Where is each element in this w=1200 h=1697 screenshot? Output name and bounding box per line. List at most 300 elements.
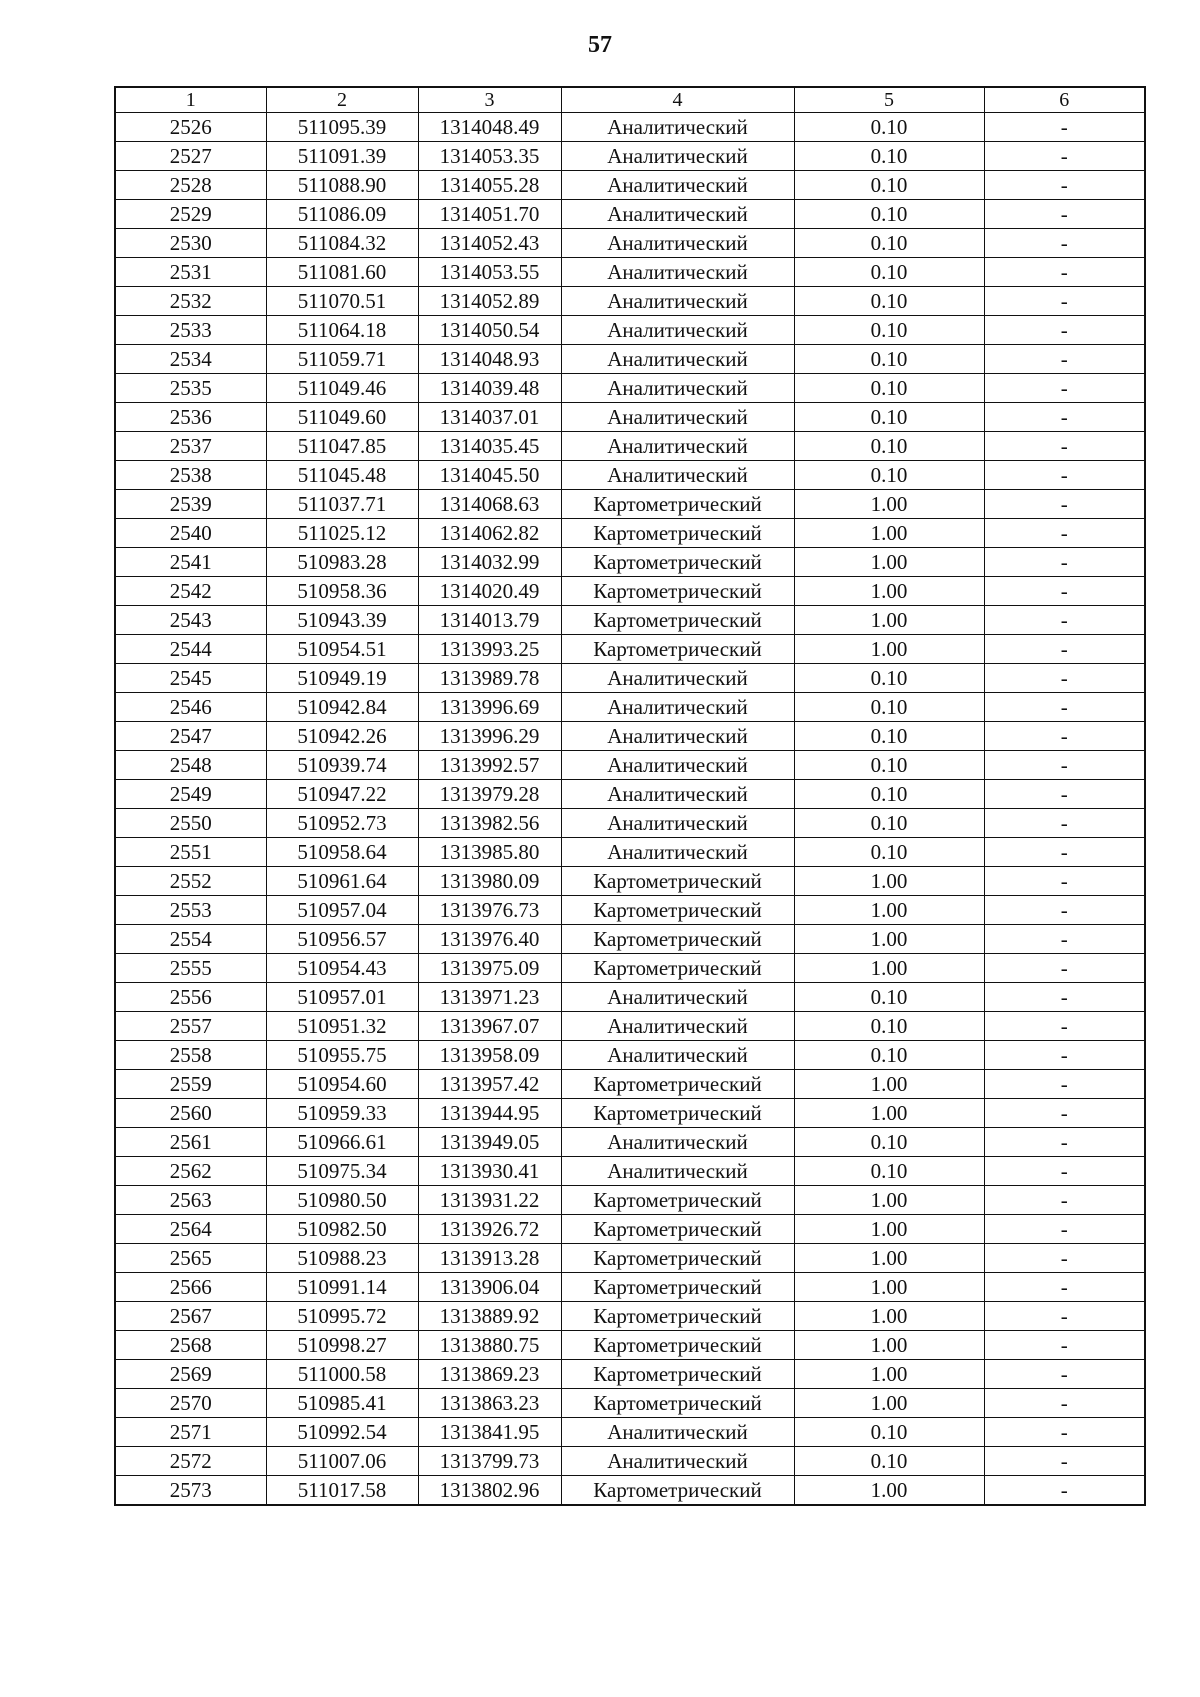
x-coordinate-cell: 510955.75 [266, 1041, 418, 1070]
method-cell: Картометрический [561, 1070, 794, 1099]
table-row [115, 954, 1145, 983]
table-row [115, 635, 1145, 664]
method-cell: Аналитический [561, 1418, 794, 1447]
point-number-cell: 2535 [115, 374, 266, 403]
y-coordinate-cell: 1313889.92 [418, 1302, 561, 1331]
point-number-cell: 2534 [115, 345, 266, 374]
x-coordinate-cell: 510985.41 [266, 1389, 418, 1418]
point-number-cell: 2549 [115, 780, 266, 809]
table-row [115, 1273, 1145, 1302]
x-coordinate-cell: 510959.33 [266, 1099, 418, 1128]
x-coordinate-cell: 510942.26 [266, 722, 418, 751]
accuracy-cell: 1.00 [794, 1273, 984, 1302]
point-number-cell: 2539 [115, 490, 266, 519]
x-coordinate-cell: 510982.50 [266, 1215, 418, 1244]
y-coordinate-cell: 1313906.04 [418, 1273, 561, 1302]
method-cell: Аналитический [561, 200, 794, 229]
y-coordinate-cell: 1314020.49 [418, 577, 561, 606]
y-coordinate-cell: 1313931.22 [418, 1186, 561, 1215]
point-number-cell: 2545 [115, 664, 266, 693]
table-row [115, 1244, 1145, 1273]
method-cell: Картометрический [561, 896, 794, 925]
method-cell: Аналитический [561, 258, 794, 287]
accuracy-cell: 0.10 [794, 693, 984, 722]
x-coordinate-cell: 511070.51 [266, 287, 418, 316]
accuracy-cell: 0.10 [794, 374, 984, 403]
method-cell: Картометрический [561, 490, 794, 519]
method-cell: Аналитический [561, 287, 794, 316]
accuracy-cell: 1.00 [794, 1331, 984, 1360]
description-cell: - [984, 316, 1145, 345]
point-number-cell: 2544 [115, 635, 266, 664]
accuracy-cell: 0.10 [794, 1041, 984, 1070]
table-row [115, 1070, 1145, 1099]
point-number-cell: 2540 [115, 519, 266, 548]
point-number-cell: 2568 [115, 1331, 266, 1360]
x-coordinate-cell: 510966.61 [266, 1128, 418, 1157]
point-number-cell: 2553 [115, 896, 266, 925]
table-row [115, 838, 1145, 867]
point-number-cell: 2566 [115, 1273, 266, 1302]
accuracy-cell: 1.00 [794, 577, 984, 606]
description-cell: - [984, 1360, 1145, 1389]
description-cell: - [984, 693, 1145, 722]
table-row [115, 1476, 1145, 1506]
column-header-4: 4 [561, 87, 794, 113]
description-cell: - [984, 635, 1145, 664]
method-cell: Аналитический [561, 461, 794, 490]
accuracy-cell: 1.00 [794, 1476, 984, 1506]
method-cell: Аналитический [561, 403, 794, 432]
accuracy-cell: 0.10 [794, 983, 984, 1012]
point-number-cell: 2541 [115, 548, 266, 577]
x-coordinate-cell: 511037.71 [266, 490, 418, 519]
x-coordinate-cell: 511025.12 [266, 519, 418, 548]
x-coordinate-cell: 511045.48 [266, 461, 418, 490]
y-coordinate-cell: 1313993.25 [418, 635, 561, 664]
accuracy-cell: 1.00 [794, 548, 984, 577]
description-cell: - [984, 142, 1145, 171]
x-coordinate-cell: 510980.50 [266, 1186, 418, 1215]
y-coordinate-cell: 1314048.93 [418, 345, 561, 374]
method-cell: Аналитический [561, 1041, 794, 1070]
description-cell: - [984, 809, 1145, 838]
method-cell: Картометрический [561, 519, 794, 548]
table-row [115, 258, 1145, 287]
table-row [115, 519, 1145, 548]
y-coordinate-cell: 1314032.99 [418, 548, 561, 577]
table-row [115, 1447, 1145, 1476]
accuracy-cell: 1.00 [794, 867, 984, 896]
point-number-cell: 2571 [115, 1418, 266, 1447]
accuracy-cell: 1.00 [794, 954, 984, 983]
description-cell: - [984, 1447, 1145, 1476]
y-coordinate-cell: 1314051.70 [418, 200, 561, 229]
description-cell: - [984, 1302, 1145, 1331]
y-coordinate-cell: 1314055.28 [418, 171, 561, 200]
description-cell: - [984, 229, 1145, 258]
method-cell: Картометрический [561, 1389, 794, 1418]
accuracy-cell: 1.00 [794, 606, 984, 635]
table-row [115, 1041, 1145, 1070]
column-header-3: 3 [418, 87, 561, 113]
method-cell: Картометрический [561, 1099, 794, 1128]
x-coordinate-cell: 510958.36 [266, 577, 418, 606]
point-number-cell: 2559 [115, 1070, 266, 1099]
point-number-cell: 2526 [115, 113, 266, 142]
y-coordinate-cell: 1314013.79 [418, 606, 561, 635]
y-coordinate-cell: 1313957.42 [418, 1070, 561, 1099]
x-coordinate-cell: 511086.09 [266, 200, 418, 229]
accuracy-cell: 0.10 [794, 1157, 984, 1186]
y-coordinate-cell: 1314048.49 [418, 113, 561, 142]
x-coordinate-cell: 510998.27 [266, 1331, 418, 1360]
y-coordinate-cell: 1314052.89 [418, 287, 561, 316]
x-coordinate-cell: 510954.60 [266, 1070, 418, 1099]
x-coordinate-cell: 510995.72 [266, 1302, 418, 1331]
y-coordinate-cell: 1313996.29 [418, 722, 561, 751]
description-cell: - [984, 1099, 1145, 1128]
method-cell: Аналитический [561, 751, 794, 780]
y-coordinate-cell: 1313799.73 [418, 1447, 561, 1476]
table-row [115, 287, 1145, 316]
y-coordinate-cell: 1314052.43 [418, 229, 561, 258]
description-cell: - [984, 1070, 1145, 1099]
y-coordinate-cell: 1314045.50 [418, 461, 561, 490]
method-cell: Картометрический [561, 1476, 794, 1506]
point-number-cell: 2551 [115, 838, 266, 867]
description-cell: - [984, 896, 1145, 925]
description-cell: - [984, 1157, 1145, 1186]
column-header-6: 6 [984, 87, 1145, 113]
column-header-2: 2 [266, 87, 418, 113]
y-coordinate-cell: 1313863.23 [418, 1389, 561, 1418]
table-row [115, 229, 1145, 258]
point-number-cell: 2527 [115, 142, 266, 171]
description-cell: - [984, 432, 1145, 461]
y-coordinate-cell: 1313926.72 [418, 1215, 561, 1244]
accuracy-cell: 0.10 [794, 1447, 984, 1476]
table-row [115, 780, 1145, 809]
method-cell: Аналитический [561, 664, 794, 693]
description-cell: - [984, 664, 1145, 693]
table-row [115, 751, 1145, 780]
accuracy-cell: 0.10 [794, 1128, 984, 1157]
description-cell: - [984, 867, 1145, 896]
y-coordinate-cell: 1313913.28 [418, 1244, 561, 1273]
method-cell: Аналитический [561, 838, 794, 867]
x-coordinate-cell: 511088.90 [266, 171, 418, 200]
table-row [115, 1128, 1145, 1157]
description-cell: - [984, 461, 1145, 490]
x-coordinate-cell: 510975.34 [266, 1157, 418, 1186]
accuracy-cell: 0.10 [794, 142, 984, 171]
y-coordinate-cell: 1313982.56 [418, 809, 561, 838]
y-coordinate-cell: 1313979.28 [418, 780, 561, 809]
description-cell: - [984, 113, 1145, 142]
table-row [115, 809, 1145, 838]
column-header-1: 1 [115, 87, 266, 113]
point-number-cell: 2565 [115, 1244, 266, 1273]
y-coordinate-cell: 1313869.23 [418, 1360, 561, 1389]
table-row [115, 461, 1145, 490]
point-number-cell: 2560 [115, 1099, 266, 1128]
x-coordinate-cell: 510958.64 [266, 838, 418, 867]
method-cell: Аналитический [561, 983, 794, 1012]
table-row [115, 490, 1145, 519]
y-coordinate-cell: 1313989.78 [418, 664, 561, 693]
description-cell: - [984, 548, 1145, 577]
x-coordinate-cell: 510943.39 [266, 606, 418, 635]
point-number-cell: 2533 [115, 316, 266, 345]
x-coordinate-cell: 511095.39 [266, 113, 418, 142]
method-cell: Картометрический [561, 1215, 794, 1244]
description-cell: - [984, 258, 1145, 287]
column-header-5: 5 [794, 87, 984, 113]
y-coordinate-cell: 1313930.41 [418, 1157, 561, 1186]
x-coordinate-cell: 510952.73 [266, 809, 418, 838]
table-row [115, 1302, 1145, 1331]
accuracy-cell: 1.00 [794, 1070, 984, 1099]
accuracy-cell: 1.00 [794, 925, 984, 954]
table-row [115, 403, 1145, 432]
method-cell: Картометрический [561, 954, 794, 983]
method-cell: Аналитический [561, 316, 794, 345]
method-cell: Аналитический [561, 142, 794, 171]
description-cell: - [984, 606, 1145, 635]
description-cell: - [984, 1186, 1145, 1215]
accuracy-cell: 1.00 [794, 490, 984, 519]
table-row [115, 896, 1145, 925]
page-number: 57 [588, 32, 612, 58]
point-number-cell: 2564 [115, 1215, 266, 1244]
point-number-cell: 2554 [115, 925, 266, 954]
point-number-cell: 2570 [115, 1389, 266, 1418]
description-cell: - [984, 1128, 1145, 1157]
table-row [115, 1360, 1145, 1389]
point-number-cell: 2531 [115, 258, 266, 287]
point-number-cell: 2555 [115, 954, 266, 983]
y-coordinate-cell: 1313985.80 [418, 838, 561, 867]
method-cell: Аналитический [561, 229, 794, 258]
accuracy-cell: 0.10 [794, 345, 984, 374]
point-number-cell: 2548 [115, 751, 266, 780]
y-coordinate-cell: 1313980.09 [418, 867, 561, 896]
description-cell: - [984, 983, 1145, 1012]
point-number-cell: 2550 [115, 809, 266, 838]
table-row [115, 316, 1145, 345]
y-coordinate-cell: 1313976.40 [418, 925, 561, 954]
method-cell: Аналитический [561, 1128, 794, 1157]
method-cell: Картометрический [561, 577, 794, 606]
method-cell: Картометрический [561, 867, 794, 896]
method-cell: Аналитический [561, 171, 794, 200]
table-row [115, 925, 1145, 954]
point-number-cell: 2556 [115, 983, 266, 1012]
method-cell: Картометрический [561, 1273, 794, 1302]
point-number-cell: 2542 [115, 577, 266, 606]
table-row [115, 577, 1145, 606]
point-number-cell: 2567 [115, 1302, 266, 1331]
accuracy-cell: 1.00 [794, 1099, 984, 1128]
table-row [115, 722, 1145, 751]
point-number-cell: 2538 [115, 461, 266, 490]
x-coordinate-cell: 510957.04 [266, 896, 418, 925]
x-coordinate-cell: 510992.54 [266, 1418, 418, 1447]
coordinates-table [114, 86, 1146, 1506]
method-cell: Картометрический [561, 606, 794, 635]
point-number-cell: 2557 [115, 1012, 266, 1041]
accuracy-cell: 1.00 [794, 635, 984, 664]
method-cell: Аналитический [561, 1157, 794, 1186]
table-row [115, 1389, 1145, 1418]
y-coordinate-cell: 1313992.57 [418, 751, 561, 780]
table-row [115, 1331, 1145, 1360]
method-cell: Картометрический [561, 1302, 794, 1331]
description-cell: - [984, 403, 1145, 432]
y-coordinate-cell: 1313880.75 [418, 1331, 561, 1360]
x-coordinate-cell: 511000.58 [266, 1360, 418, 1389]
description-cell: - [984, 954, 1145, 983]
table-row [115, 1215, 1145, 1244]
description-cell: - [984, 490, 1145, 519]
point-number-cell: 2558 [115, 1041, 266, 1070]
point-number-cell: 2543 [115, 606, 266, 635]
accuracy-cell: 0.10 [794, 316, 984, 345]
point-number-cell: 2562 [115, 1157, 266, 1186]
method-cell: Картометрический [561, 1244, 794, 1273]
y-coordinate-cell: 1313944.95 [418, 1099, 561, 1128]
accuracy-cell: 0.10 [794, 751, 984, 780]
point-number-cell: 2552 [115, 867, 266, 896]
point-number-cell: 2563 [115, 1186, 266, 1215]
description-cell: - [984, 1331, 1145, 1360]
accuracy-cell: 1.00 [794, 1244, 984, 1273]
point-number-cell: 2569 [115, 1360, 266, 1389]
method-cell: Аналитический [561, 374, 794, 403]
y-coordinate-cell: 1313841.95 [418, 1418, 561, 1447]
y-coordinate-cell: 1313958.09 [418, 1041, 561, 1070]
y-coordinate-cell: 1314037.01 [418, 403, 561, 432]
accuracy-cell: 1.00 [794, 1360, 984, 1389]
table-row [115, 374, 1145, 403]
table-row [115, 983, 1145, 1012]
x-coordinate-cell: 510956.57 [266, 925, 418, 954]
point-number-cell: 2537 [115, 432, 266, 461]
description-cell: - [984, 287, 1145, 316]
y-coordinate-cell: 1313996.69 [418, 693, 561, 722]
accuracy-cell: 0.10 [794, 200, 984, 229]
point-number-cell: 2530 [115, 229, 266, 258]
table-row [115, 113, 1145, 142]
y-coordinate-cell: 1313949.05 [418, 1128, 561, 1157]
point-number-cell: 2529 [115, 200, 266, 229]
table-row [115, 171, 1145, 200]
x-coordinate-cell: 511047.85 [266, 432, 418, 461]
x-coordinate-cell: 511084.32 [266, 229, 418, 258]
accuracy-cell: 1.00 [794, 896, 984, 925]
accuracy-cell: 0.10 [794, 287, 984, 316]
x-coordinate-cell: 510988.23 [266, 1244, 418, 1273]
x-coordinate-cell: 511049.46 [266, 374, 418, 403]
description-cell: - [984, 1476, 1145, 1506]
point-number-cell: 2572 [115, 1447, 266, 1476]
description-cell: - [984, 1418, 1145, 1447]
method-cell: Аналитический [561, 345, 794, 374]
description-cell: - [984, 925, 1145, 954]
y-coordinate-cell: 1314035.45 [418, 432, 561, 461]
x-coordinate-cell: 511007.06 [266, 1447, 418, 1476]
accuracy-cell: 0.10 [794, 664, 984, 693]
x-coordinate-cell: 510991.14 [266, 1273, 418, 1302]
y-coordinate-cell: 1314068.63 [418, 490, 561, 519]
x-coordinate-cell: 511081.60 [266, 258, 418, 287]
accuracy-cell: 1.00 [794, 519, 984, 548]
y-coordinate-cell: 1313802.96 [418, 1476, 561, 1506]
point-number-cell: 2573 [115, 1476, 266, 1506]
description-cell: - [984, 751, 1145, 780]
x-coordinate-cell: 511064.18 [266, 316, 418, 345]
table-row [115, 693, 1145, 722]
accuracy-cell: 0.10 [794, 258, 984, 287]
description-cell: - [984, 519, 1145, 548]
x-coordinate-cell: 510939.74 [266, 751, 418, 780]
accuracy-cell: 0.10 [794, 229, 984, 258]
description-cell: - [984, 722, 1145, 751]
x-coordinate-cell: 510983.28 [266, 548, 418, 577]
x-coordinate-cell: 510957.01 [266, 983, 418, 1012]
point-number-cell: 2546 [115, 693, 266, 722]
accuracy-cell: 0.10 [794, 113, 984, 142]
table-row [115, 345, 1145, 374]
y-coordinate-cell: 1313967.07 [418, 1012, 561, 1041]
accuracy-cell: 0.10 [794, 1418, 984, 1447]
accuracy-cell: 0.10 [794, 432, 984, 461]
table-row [115, 1012, 1145, 1041]
table-row [115, 548, 1145, 577]
x-coordinate-cell: 510954.51 [266, 635, 418, 664]
y-coordinate-cell: 1314050.54 [418, 316, 561, 345]
x-coordinate-cell: 510951.32 [266, 1012, 418, 1041]
table-row [115, 867, 1145, 896]
method-cell: Картометрический [561, 548, 794, 577]
method-cell: Аналитический [561, 1447, 794, 1476]
x-coordinate-cell: 510954.43 [266, 954, 418, 983]
y-coordinate-cell: 1314039.48 [418, 374, 561, 403]
point-number-cell: 2561 [115, 1128, 266, 1157]
y-coordinate-cell: 1313976.73 [418, 896, 561, 925]
point-number-cell: 2532 [115, 287, 266, 316]
table-row [115, 1418, 1145, 1447]
description-cell: - [984, 1389, 1145, 1418]
table-header-row [115, 87, 1145, 113]
table-row [115, 1157, 1145, 1186]
x-coordinate-cell: 510942.84 [266, 693, 418, 722]
accuracy-cell: 1.00 [794, 1215, 984, 1244]
accuracy-cell: 0.10 [794, 171, 984, 200]
x-coordinate-cell: 510949.19 [266, 664, 418, 693]
y-coordinate-cell: 1314053.55 [418, 258, 561, 287]
y-coordinate-cell: 1314062.82 [418, 519, 561, 548]
table-row [115, 1186, 1145, 1215]
method-cell: Картометрический [561, 635, 794, 664]
accuracy-cell: 0.10 [794, 461, 984, 490]
method-cell: Аналитический [561, 1012, 794, 1041]
accuracy-cell: 0.10 [794, 838, 984, 867]
table-row [115, 664, 1145, 693]
table-row [115, 432, 1145, 461]
description-cell: - [984, 374, 1145, 403]
